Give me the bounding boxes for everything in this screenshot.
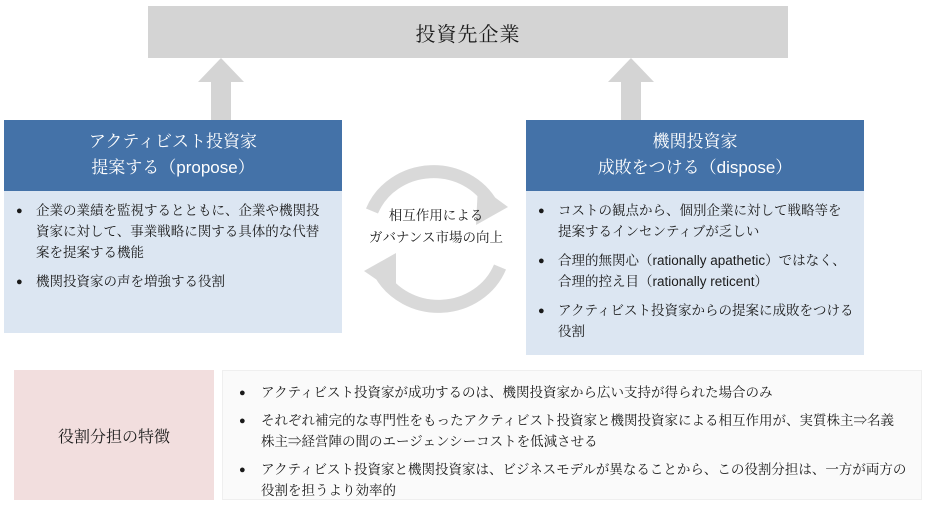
up-arrow-right-icon	[608, 58, 654, 124]
arrow-shaft	[621, 80, 641, 124]
role-division-details-box	[222, 370, 922, 500]
interaction-cycle-label	[342, 205, 530, 248]
panel-institutional-body	[526, 191, 864, 355]
panel-activist-header	[4, 120, 342, 191]
interaction-cycle	[342, 145, 530, 335]
panel-activist-subtitle: 提案する（propose）	[91, 157, 255, 177]
list-item: ● それぞれ補完的な専門性をもったアクティビスト投資家と機関投資家による相互作用が、実質株主⇒名義株主⇒経営陣の間のエージェンシーコストを低減させる	[235, 411, 907, 453]
list-item: ● 合理的無関心（rationally apathetic）ではなく、合理的控え目（rationally reticent）	[536, 251, 854, 293]
interaction-cycle-label-line2: ガバナンス市場の向上	[369, 229, 503, 245]
panel-activist-investor	[4, 120, 342, 333]
role-division-bullet-list	[235, 383, 907, 502]
arrow-head	[608, 58, 654, 82]
panel-activist-body	[4, 191, 342, 333]
panel-institutional-investor	[526, 120, 864, 355]
list-item: ● 企業の業績を監視するとともに、企業や機関投資家に対して、事業戦略に関する具体的な代替案を提案する機能	[14, 201, 332, 264]
panel-institutional-header	[526, 120, 864, 191]
investee-company-label: 投資先企業	[415, 23, 521, 46]
arrow-shaft	[211, 80, 231, 124]
panel-institutional-subtitle: 成敗をつける（dispose）	[597, 157, 793, 177]
investee-company-box	[148, 6, 788, 58]
list-item: ● アクティビスト投資家と機関投資家は、ビジネスモデルが異なることから、この役割分担は、一方が両方の役割を担うより効率的	[235, 460, 907, 502]
list-item: ● アクティビスト投資家からの提案に成敗をつける役割	[536, 301, 854, 343]
panel-activist-title: アクティビスト投資家	[88, 132, 258, 151]
panel-institutional-title: 機関投資家	[652, 132, 738, 151]
interaction-cycle-label-line1: 相互作用による	[388, 208, 484, 223]
list-item: ● 機関投資家の声を増強する役割	[14, 272, 332, 293]
up-arrow-left-icon	[198, 58, 244, 124]
panel-activist-bullet-list	[14, 201, 332, 293]
list-item: ● アクティビスト投資家が成功するのは、機関投資家から広い支持が得られた場合のみ	[235, 383, 907, 404]
role-division-label-box	[14, 370, 214, 500]
role-division-label: 役割分担の特徴	[57, 428, 170, 446]
panel-institutional-bullet-list	[536, 201, 854, 343]
arrow-head	[198, 58, 244, 82]
list-item: ● コストの観点から、個別企業に対して戦略等を提案するインセンティブが乏しい	[536, 201, 854, 243]
